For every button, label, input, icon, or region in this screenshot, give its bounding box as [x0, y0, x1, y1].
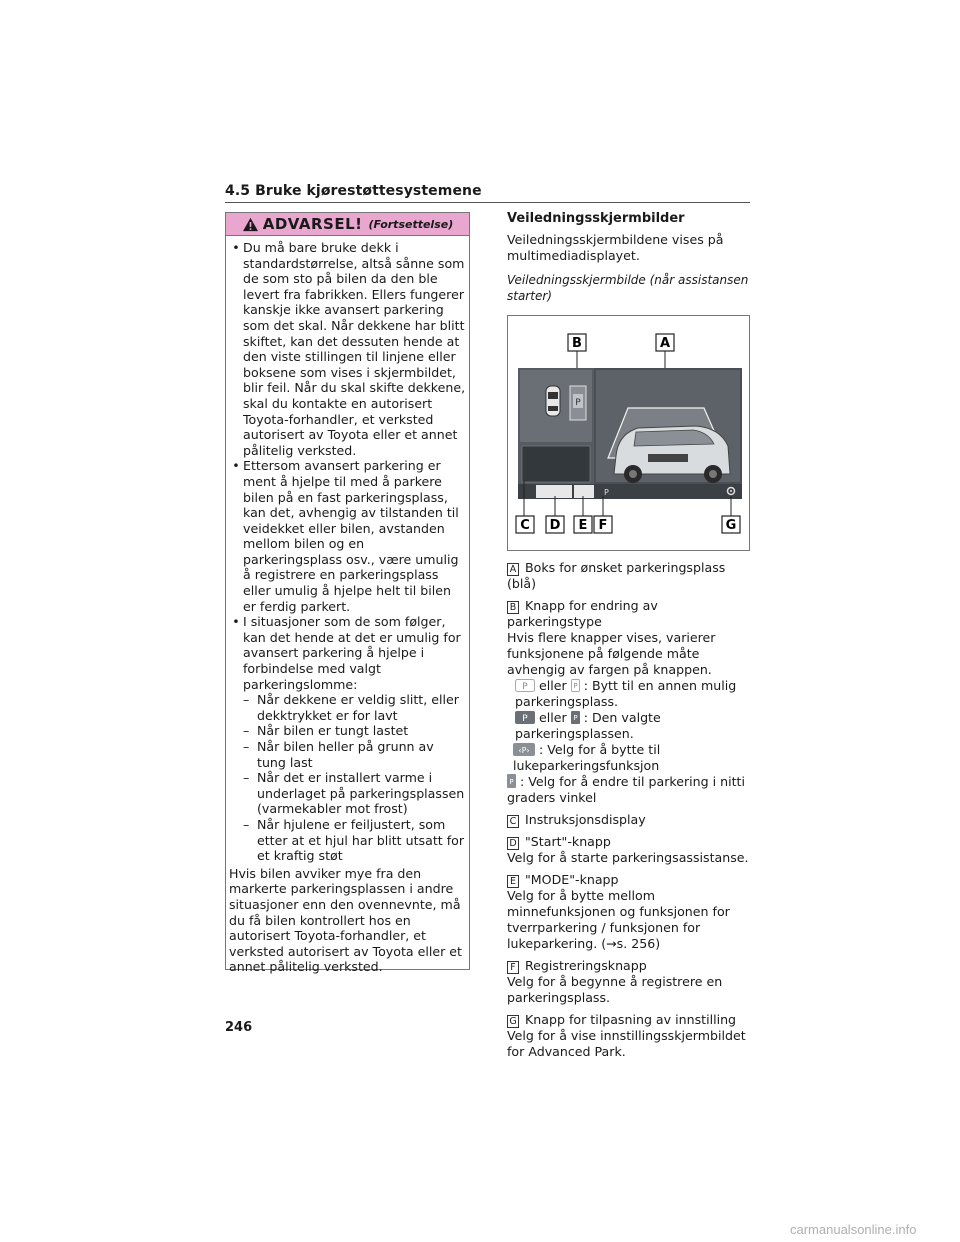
perpendicular-parking-icon [507, 774, 516, 788]
guide-screen-illustration [508, 316, 751, 552]
svg-text:P: P [604, 488, 609, 497]
warning-sub-item: – Når dekkene er veldig slitt, eller dekktrykket er for lavt [243, 692, 459, 723]
parking-p-small-filled-icon [571, 711, 580, 724]
svg-text:C: C [520, 518, 530, 533]
right-column [507, 211, 752, 304]
svg-text:P: P [573, 714, 578, 722]
legend-item-f: F Registreringsknapp Velg for å begynne å registrere en parkeringsplass. [507, 958, 723, 1005]
guide-intro: Veiledningsskjermbildene vises på multimediadisplayet. [507, 232, 724, 263]
legend-item-d: D "Start"-knapp Velg for å starte parkeringsassistanse. [507, 834, 749, 865]
parking-p-outline-icon [515, 679, 535, 692]
warning-sub-item: – Når bilen heller på grunn av tung last [243, 739, 434, 770]
warning-box [225, 212, 470, 975]
label-f [594, 516, 612, 533]
warning-sub-item: – Når hjulene er feiljustert, som etter at et hjul har blitt utsatt for et kraftig støt [243, 816, 465, 864]
svg-text:A: A [659, 336, 671, 351]
watermark[interactable]: carmanualsonline.info [790, 1222, 917, 1237]
warning-title: ADVARSEL! [262, 215, 363, 233]
guide-screen-figure [507, 315, 750, 551]
legend-item-a: A Boks for ønsket parkeringsplass (blå) [507, 560, 726, 591]
warning-bullet: • I situasjoner som de som følger, kan det hende at det er umulig for avansert parkering å hjelpe i forbindelse med valgt parkeringslomme: [232, 614, 461, 692]
label-b [568, 334, 586, 351]
warning-header [226, 213, 469, 236]
warning-sub-item: – Når det er installert varme i underlaget på parkeringsplassen (varmekabler mot frost) [243, 770, 465, 817]
svg-text:E: E [578, 518, 588, 533]
warning-sub-item: – Når bilen er tungt lastet [243, 723, 409, 739]
figure-caption: Veiledningsskjermbilde (når assistansen starter) [507, 273, 749, 303]
legend-item-c: C Instruksjonsdisplay [507, 812, 752, 828]
warning-closing: Hvis bilen avviker mye fra den markerte parkeringsplassen i andre situasjoner enn den ovennevnte, må du få bilen kontrollert hos en autorisert Toyota-forhandler, et verksted autorisert av Toyota eller et annet pålitelig verksted. [229, 865, 462, 975]
parking-p-filled-icon [515, 711, 535, 724]
label-g [722, 516, 740, 533]
legend-item-g: G Knapp for tilpasning av innstilling Velg for å vise innstillingsskjermbildet for Advanced Park. [507, 1012, 746, 1059]
legend-item-e: E "MODE"-knapp Velg for å bytte mellom minnefunksjonen og funksjonen for tverrparkering / funksjonen for lukeparkering. (→s. 256) [507, 872, 730, 951]
section-header [225, 180, 750, 203]
label-e [574, 516, 592, 533]
guide-heading: Veiledningsskjermbilder [507, 211, 685, 226]
svg-text:F: F [598, 518, 608, 533]
label-c [516, 516, 534, 533]
parking-p-small-outline-icon [571, 679, 580, 692]
svg-text:‹P›: ‹P› [518, 746, 530, 755]
small-car-icon [546, 386, 560, 416]
svg-text:P: P [509, 778, 514, 786]
svg-text:P: P [522, 714, 528, 724]
warning-bullet: • Du må bare bruke dekk i standardstørrelse, altså sånne som de som sto på bilen da den ble levert fra fabrikken. Ellers fungerer kanskje ikke avansert parkering som det skal. Når dekkene har blitt skiftet, kan det dessuten hende at den viste stillingen til linjene eller boksene som vises i skjermbildet, blir feil. Når du skal skifte dekkene, skal du kontakte en autorisert Toyota-forhandler, et verksted autorisert av Toyota eller et annet pålitelig verksted. [232, 240, 466, 458]
warning-subtitle: (Fortsettelse) [368, 217, 454, 231]
parallel-parking-icon [513, 743, 535, 756]
legend-item-b: B Knapp for endring av parkeringstype Hvis flere knapper vises, varierer funksjonene på følgende måte avhengig av fargen på knappen. P eller P : Bytt til en annen mulig parkeringsplass. P eller P : Den valgte parkeringsplassen. ‹P› : Velg for å bytte til lukeparkeringsfunksjon P : Velg for å endre til parkering i nitti graders vinkel [507, 598, 745, 805]
label-a [656, 334, 674, 351]
section-title: 4.5 Bruke kjørestøttesystemene [225, 183, 482, 199]
svg-text:B: B [572, 336, 582, 351]
page-number: 246 [225, 1020, 253, 1035]
svg-text:P: P [575, 398, 581, 408]
svg-text:G: G [725, 518, 737, 533]
legend [507, 560, 752, 1066]
svg-text:D: D [549, 518, 561, 533]
svg-text:P: P [522, 682, 528, 692]
warning-body [226, 236, 469, 975]
label-d [546, 516, 564, 533]
warning-bullet: • Ettersom avansert parkering er ment å hjelpe til med å parkere bilen på en fast parkeringsplass, kan det, avhengig av tilstanden til veidekket eller bilen, avstanden mellom bilen og en parkeringsplass osv., være umulig å registrere en parkeringsplass eller umulig å hjelpe helt til bilen er ferdig parkert. [232, 458, 459, 614]
svg-text:P: P [573, 682, 578, 690]
car-illustration [614, 426, 730, 483]
warning-triangle-icon [242, 217, 259, 232]
